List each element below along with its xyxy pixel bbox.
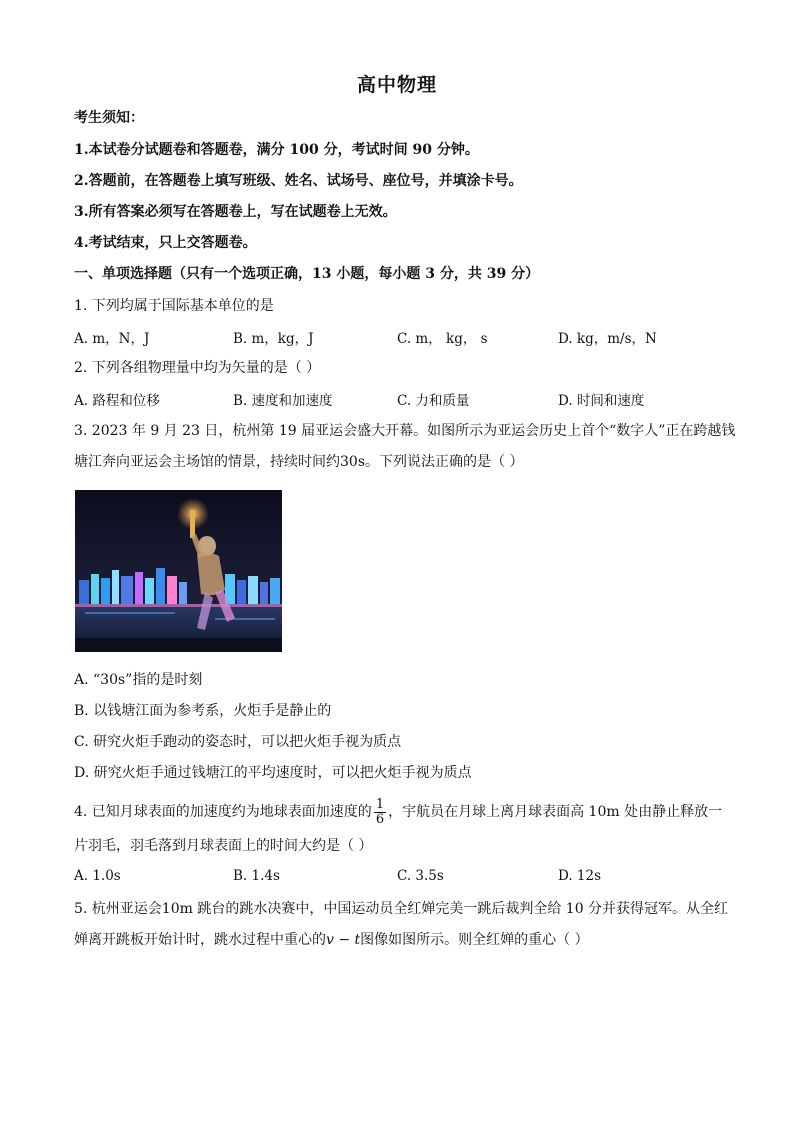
notice-item-3: 3.所有答案必须写在答题卷上，写在试题卷上无效。 bbox=[74, 204, 397, 220]
question-4-stem-line2: 片羽毛，羽毛落到月球表面上的时间大约是（ ） bbox=[74, 838, 373, 854]
question-4-option-a: A. 1.0s bbox=[74, 868, 121, 884]
question-1-stem: 1. 下列均属于国际基本单位的是 bbox=[74, 298, 274, 314]
question-1-option-b: B. m，kg，J bbox=[233, 331, 314, 347]
question-4-stem-part1: 4. 已知月球表面的加速度约为地球表面加速度的 bbox=[74, 804, 372, 820]
torchbearer-photo bbox=[75, 490, 282, 652]
question-4-option-c: C. 3.5s bbox=[397, 868, 444, 884]
question-1-option-c: C. m， kg， s bbox=[397, 331, 488, 347]
question-4-stem-part2: ，宇航员在月球上离月球表面高 10m 处由静止释放一 bbox=[388, 804, 723, 820]
question-4-options bbox=[74, 868, 734, 888]
question-2-option-c: C. 力和质量 bbox=[397, 393, 470, 409]
question-5-stem-line2 bbox=[74, 930, 589, 950]
question-1-option-d: D. kg，m/s，N bbox=[558, 331, 657, 347]
question-2-option-a: A. 路程和位移 bbox=[74, 393, 160, 409]
question-3-option-d: D. 研究火炬手通过钱塘江的平均速度时，可以把火炬手视为质点 bbox=[74, 765, 472, 781]
notice-item-4: 4.考试结束，只上交答题卷。 bbox=[74, 235, 257, 251]
fraction-numerator: 1 bbox=[375, 796, 385, 812]
question-4-option-b: B. 1.4s bbox=[233, 868, 280, 884]
question-3-stem-line2: 塘江奔向亚运会主场馆的情景，持续时间约30s。下列说法正确的是（ ） bbox=[74, 454, 524, 470]
question-2-option-b: B. 速度和加速度 bbox=[233, 393, 333, 409]
question-3-stem-line1: 3. 2023 年 9 月 23 日，杭州第 19 届亚运会盛大开幕。如图所示为亚运会历史上首个“数字人”正在跨越钱 bbox=[74, 423, 736, 439]
notice-item-2: 2.答题前，在答题卷上填写班级、姓名、试场号、座位号，并填涂卡号。 bbox=[74, 173, 523, 189]
question-3-option-b: B. 以钱塘江面为参考系，火炬手是静止的 bbox=[74, 703, 332, 719]
notice-item-1: 1.本试卷分试题卷和答题卷，满分 100 分，考试时间 90 分钟。 bbox=[74, 142, 479, 158]
question-4-stem-line1 bbox=[74, 795, 722, 829]
fraction-one-sixth bbox=[374, 798, 386, 827]
page-title: 高中物理 bbox=[356, 74, 437, 96]
notice-heading: 考生须知： bbox=[74, 110, 144, 126]
question-4-option-d: D. 12s bbox=[558, 868, 602, 884]
question-3-option-c: C. 研究火炬手跑动的姿态时，可以把火炬手视为质点 bbox=[74, 734, 402, 750]
fraction-denominator: 6 bbox=[375, 811, 385, 827]
question-2-option-d: D. 时间和速度 bbox=[558, 393, 645, 409]
question-1-option-a: A. m，N，J bbox=[74, 331, 150, 347]
question-1-options bbox=[74, 327, 734, 347]
section-heading: 一、单项选择题（只有一个选项正确，13 小题，每小题 3 分，共 39 分） bbox=[74, 266, 540, 282]
question-2-options bbox=[74, 389, 734, 409]
vt-symbol: v − t bbox=[326, 932, 361, 948]
question-3-option-a: A. “30s”指的是时刻 bbox=[74, 672, 203, 688]
question-5-stem-line1: 5. 杭州亚运会10m 跳台的跳水决赛中，中国运动员全红婵完美一跳后裁判全给 10 分并获得冠军。从全红 bbox=[74, 901, 729, 917]
question-5-stem-part-a: 婵离开跳板开始计时，跳水过程中重心的 bbox=[74, 932, 326, 948]
question-5-stem-part-b: 图像如图所示。则全红婵的重心（ ） bbox=[360, 932, 589, 948]
question-2-stem: 2. 下列各组物理量中均为矢量的是（ ） bbox=[74, 360, 321, 376]
